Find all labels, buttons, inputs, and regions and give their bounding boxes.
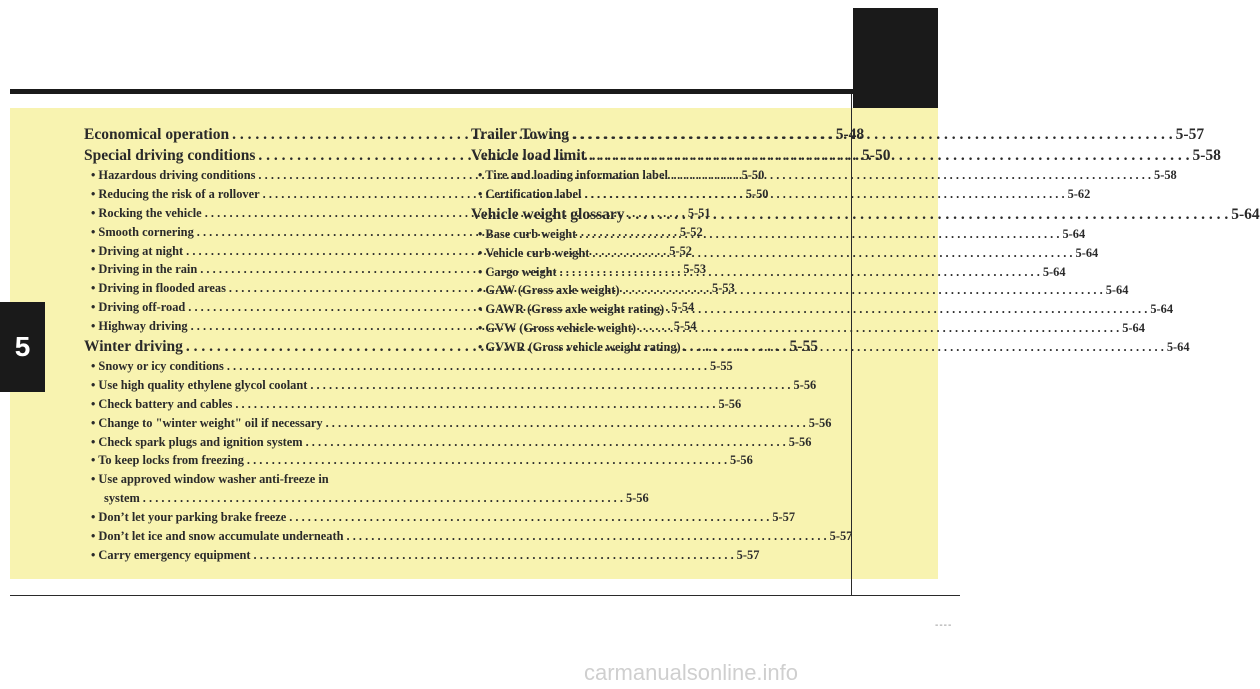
toc-page-number: 5-50: [862, 147, 891, 164]
toc-page-number: 5-58: [1192, 147, 1221, 164]
toc-entry-link[interactable]: [84, 433, 812, 452]
toc-entry-title: • GAWR (Gross axle weight rating): [478, 302, 665, 317]
toc-page-number: 5-53: [683, 262, 707, 277]
dot-leader: [289, 508, 769, 527]
toc-entry-link[interactable]: [471, 338, 1190, 357]
toc-page-number: 5-64: [1042, 264, 1066, 279]
toc-entry-title-continued: system: [104, 491, 140, 506]
toc-section-title: Economical operation: [84, 126, 230, 143]
toc-entry-link[interactable]: [471, 185, 1091, 204]
watermark: carmanualsonline.info: [584, 660, 799, 685]
toc-page-number: 5-52: [669, 243, 692, 258]
toc-entry-title: • Use high quality ethylene glycol coolant: [91, 377, 308, 392]
toc-entry-link[interactable]: [471, 319, 1145, 338]
dash-mark: ----: [935, 620, 953, 631]
toc-page-number: 5-64: [1122, 321, 1145, 336]
toc-entry-title: • GVWR (Gross vehicle weight rating): [478, 340, 681, 355]
toc-entry-title: • Base curb weight: [478, 226, 577, 241]
chapter-tab[interactable]: [0, 302, 45, 392]
toc-page-number: 5-58: [1154, 168, 1177, 182]
dot-leader: [667, 300, 1147, 319]
toc-entry-link[interactable]: [84, 451, 753, 470]
toc-entry-title: • Check battery and cables: [91, 396, 233, 411]
dot-leader: [592, 244, 1072, 263]
toc-entry-title: • To keep locks from freezing: [91, 453, 244, 468]
toc-entry-link[interactable]: [84, 527, 853, 546]
toc-page-number: 5-56: [730, 453, 753, 468]
toc-entry-title: • Reducing the risk of a rollover: [91, 186, 260, 201]
toc-page-number: 5-50: [741, 168, 765, 182]
toc-section-title: Special driving conditions: [84, 147, 256, 164]
toc-entry-link[interactable]: [84, 376, 817, 395]
toc-section-title: Trailer Towing: [471, 126, 570, 143]
toc-entry-title: • Snowy or icy conditions: [91, 359, 224, 374]
dot-leader: [306, 433, 786, 452]
toc-page-number: 5-54: [673, 319, 697, 334]
toc-entry-title: • Driving in the rain: [91, 262, 198, 277]
dot-leader: [235, 395, 715, 414]
toc-entry-link[interactable]: [471, 225, 1086, 244]
toc-entry-link[interactable]: [84, 357, 733, 376]
toc-page-number: 5-56: [718, 396, 742, 411]
toc-entry-link[interactable]: [84, 414, 832, 433]
toc-entry-link[interactable]: [84, 546, 760, 565]
toc-page-number: 5-64: [1075, 245, 1099, 260]
toc-page-number: 5-64: [1231, 205, 1260, 223]
toc-entry-link[interactable]: [471, 263, 1066, 282]
toc-entry-title: • Hazardous driving conditions: [91, 168, 256, 182]
chapter-corner-block: [853, 8, 938, 108]
toc-page-number: 5-57: [829, 529, 853, 544]
dot-leader: [671, 166, 1151, 185]
dot-leader: [347, 527, 827, 546]
toc-entry-title: • Change to "winter weight" oil if necessary: [91, 415, 323, 430]
toc-page-number: 5-57: [1175, 126, 1205, 143]
toc-entry-title: • GVW (Gross vehicle weight): [478, 321, 637, 336]
dot-leader: [589, 145, 1190, 166]
toc-entry-title: • Don’t let your parking brake freeze: [91, 510, 287, 525]
dot-leader: [579, 225, 1059, 244]
toc-entry-title: • Certification label: [478, 186, 582, 201]
toc-page-number: 5-57: [736, 547, 760, 562]
toc-entry-link[interactable]: [471, 300, 1174, 319]
dot-leader: [254, 546, 734, 565]
toc-page-number: 5-50: [745, 186, 769, 201]
toc-page-number: 5-51: [687, 205, 711, 220]
toc-entry-title: • Vehicle curb weight: [478, 245, 590, 260]
toc-section-link[interactable]: [471, 204, 1260, 225]
dot-leader: [623, 281, 1103, 300]
toc-entry-title: • Driving off-road: [91, 300, 186, 315]
bottom-rule: [10, 595, 960, 596]
toc-entry-title: • Cargo weight: [478, 264, 557, 279]
toc-page-number: 5-55: [710, 359, 733, 374]
dot-leader: [310, 376, 790, 395]
toc-page-number: 5-56: [808, 415, 832, 430]
toc-page-number: 5-52: [679, 224, 703, 239]
dot-leader: [584, 185, 1064, 204]
toc-entry-link[interactable]: [471, 244, 1099, 263]
toc-entry-title: • GAW (Gross axle weight): [478, 283, 620, 298]
toc-entry-title: • Smooth cornering: [91, 224, 194, 239]
toc-entry-link[interactable]: [471, 166, 1177, 185]
toc-entry-link[interactable]: [84, 508, 796, 527]
toc-page-number: 5-62: [1067, 186, 1091, 201]
toc-entry-link[interactable]: [471, 281, 1129, 300]
toc-page-number: 5-64: [1166, 340, 1190, 355]
dot-leader: [227, 357, 707, 376]
toc-page-number: 5-53: [712, 281, 735, 296]
toc-entry-title: • Driving at night: [91, 243, 184, 258]
dot-leader: [143, 489, 623, 508]
toc-entry-link[interactable]: [84, 470, 649, 508]
toc-entry-title: • Carry emergency equipment: [91, 547, 251, 562]
toc-entry-title: • Rocking the vehicle: [91, 205, 202, 220]
toc-section-title: Vehicle weight glossary: [471, 205, 625, 223]
dot-leader: [628, 204, 1229, 225]
toc-entry-title: • Tire and loading information label: [478, 168, 668, 182]
toc-page-number: 5-56: [788, 434, 812, 449]
toc-entry-title: • Driving in flooded areas: [91, 281, 226, 296]
toc-page-number: 5-55: [789, 338, 818, 356]
dot-leader: [247, 451, 727, 470]
toc-page-number: 5-57: [772, 510, 796, 525]
toc-page-number: 5-48: [835, 126, 865, 143]
toc-section-title: Vehicle load limit: [471, 147, 586, 164]
dot-leader: [572, 124, 1173, 145]
toc-section-title: Winter driving: [84, 338, 183, 356]
toc-page-number: 5-56: [793, 377, 817, 392]
top-rule-bar: [10, 89, 853, 94]
toc-page-number: 5-64: [1105, 283, 1129, 298]
toc-page-number: 5-56: [625, 491, 649, 506]
dot-leader: [684, 338, 1164, 357]
toc-page-number: 5-64: [1150, 302, 1174, 317]
toc-entry-link[interactable]: [84, 395, 742, 414]
dot-leader: [639, 319, 1119, 338]
toc-entry-title: • Use approved window washer anti-freeze in: [91, 472, 329, 487]
dot-leader: [560, 263, 1040, 282]
toc-page-number: 5-54: [671, 300, 695, 315]
toc-entry-title: • Check spark plugs and ignition system: [91, 434, 303, 449]
toc-entry-title: • Don’t let ice and snow accumulate underneath: [91, 529, 344, 544]
dot-leader: [326, 414, 806, 433]
toc-entry-continuation: [91, 489, 649, 508]
toc-page-number: 5-64: [1062, 226, 1086, 241]
chapter-number: 5: [14, 331, 31, 362]
toc-entry-title: • Highway driving: [91, 319, 188, 334]
